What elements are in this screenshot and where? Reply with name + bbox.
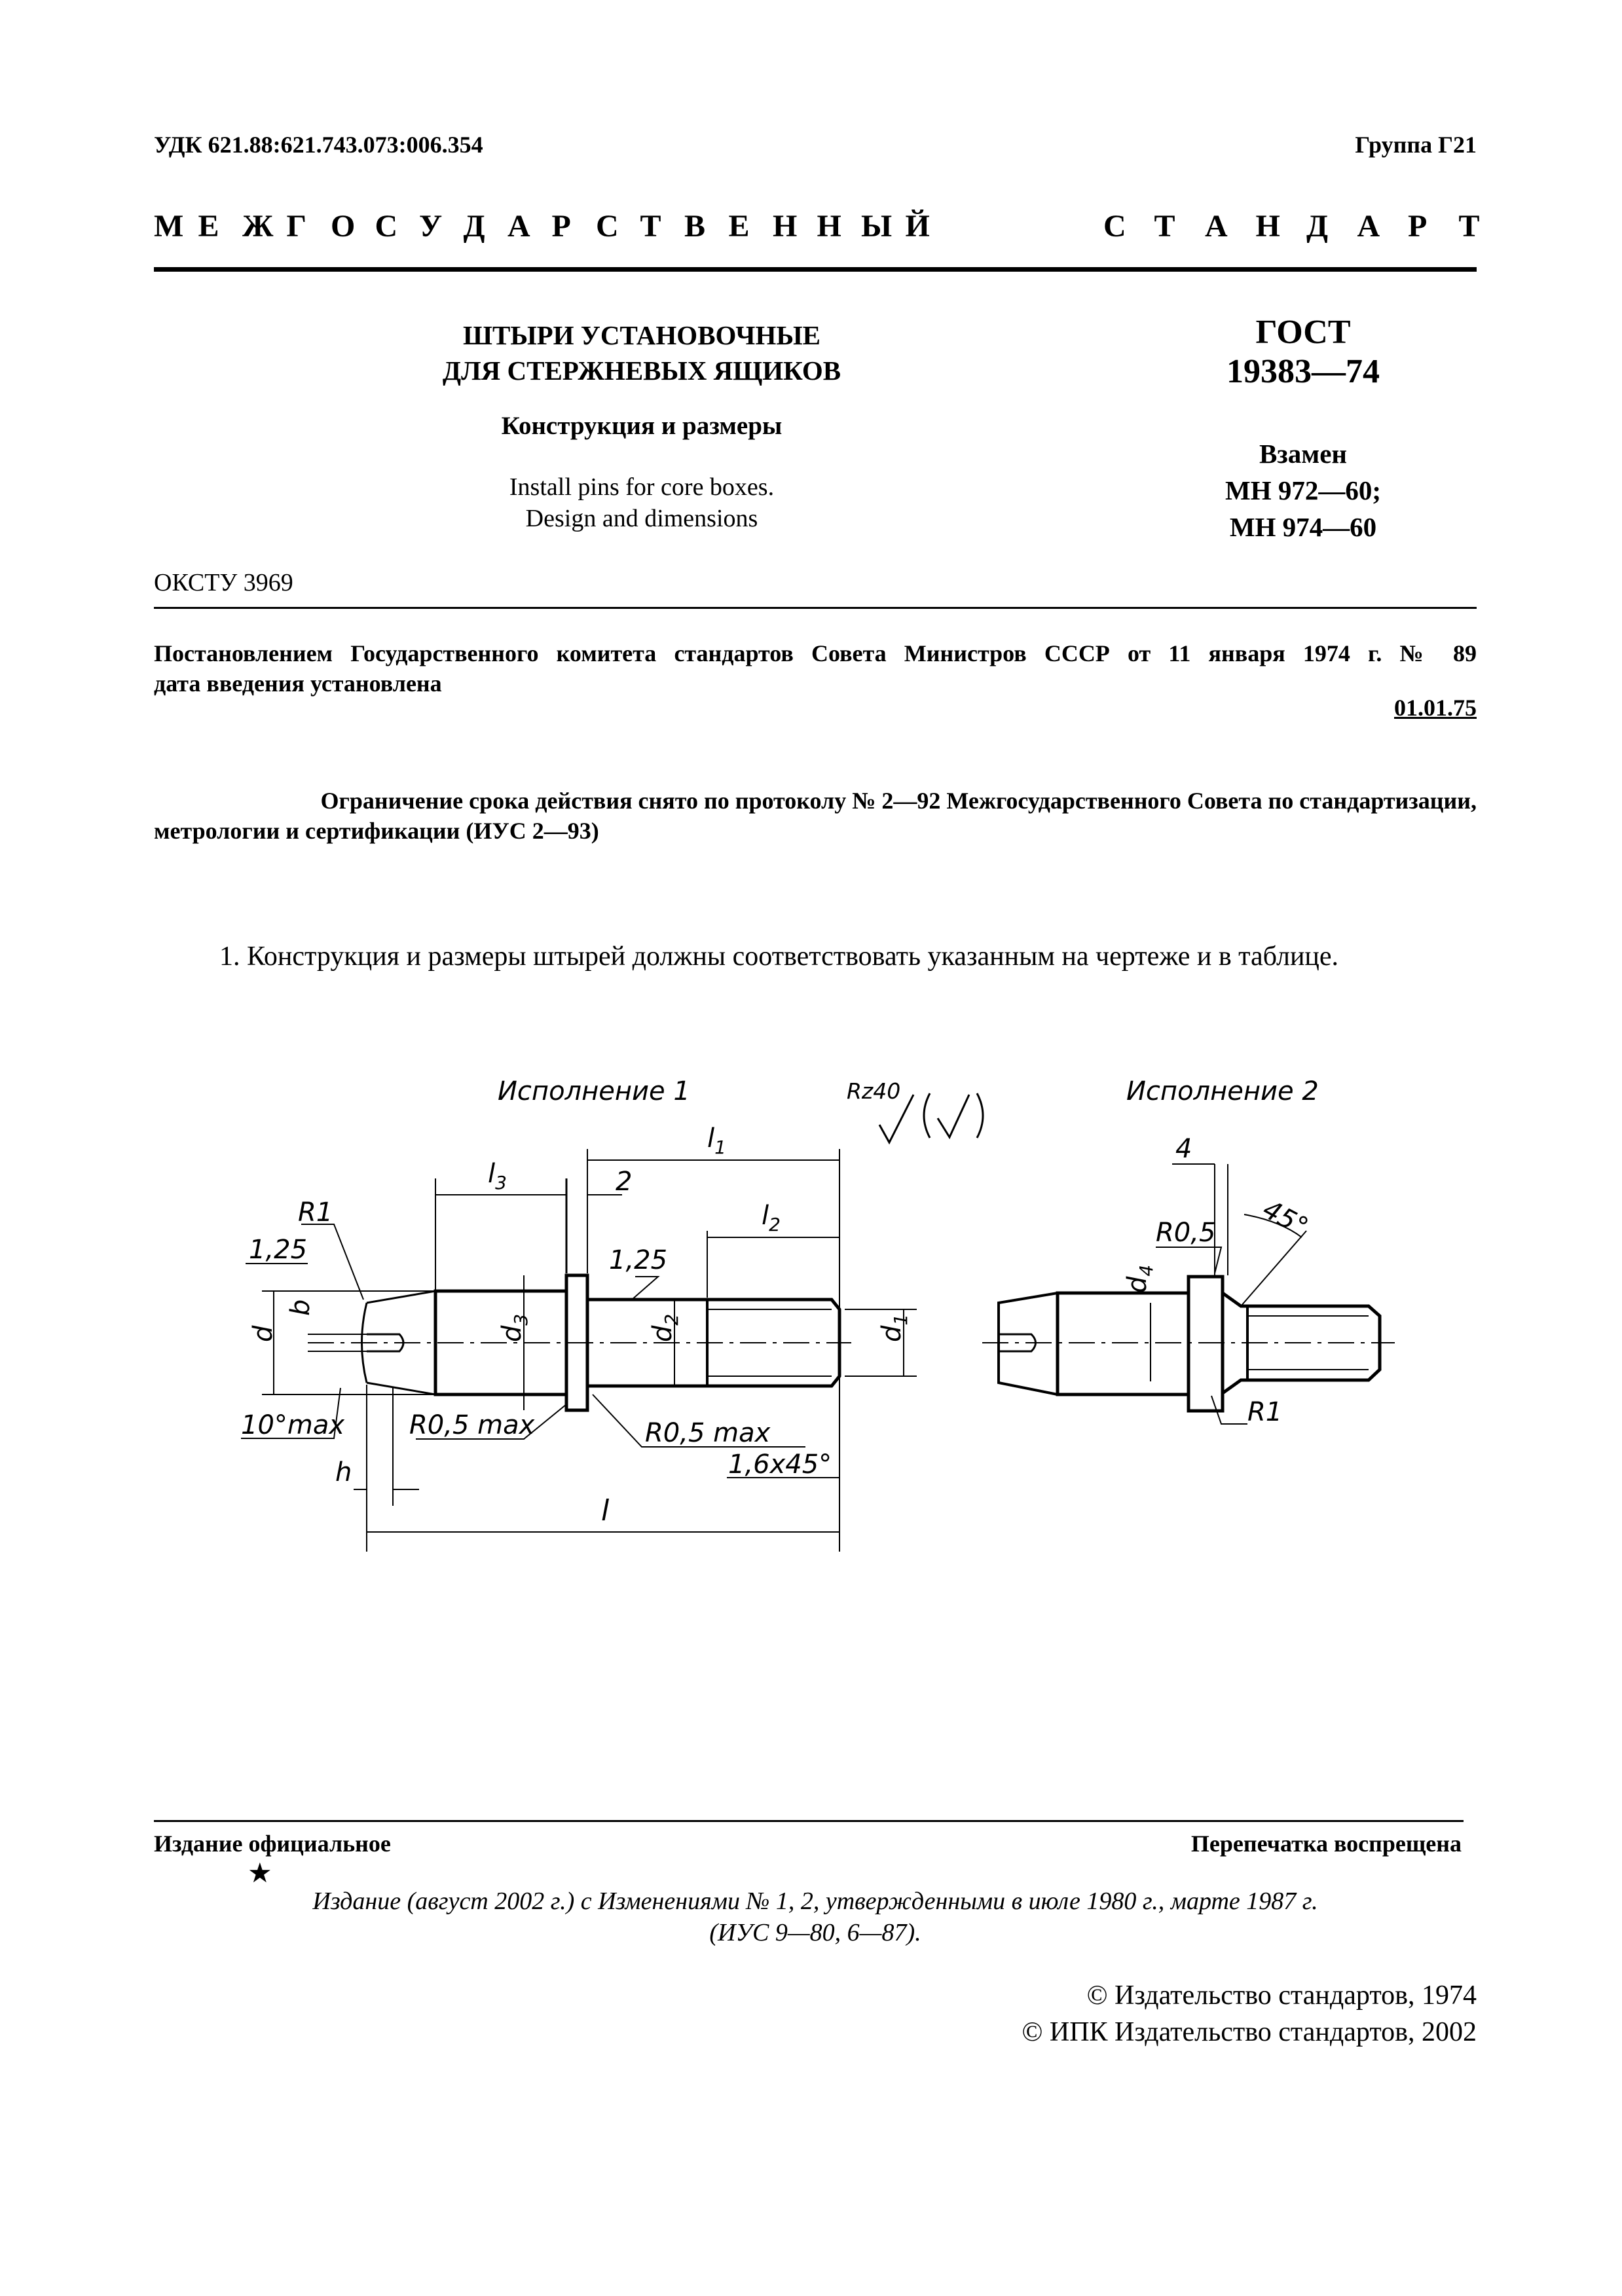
label-d: d xyxy=(248,1325,278,1342)
banner-letter: М xyxy=(154,209,184,244)
udk-code: УДК 621.88:621.743.073:006.354 xyxy=(154,132,483,158)
document-subtitle: Конструкция и размеры xyxy=(501,412,783,440)
leader-r1-b xyxy=(1211,1396,1247,1424)
official-edition: Издание официальное xyxy=(154,1831,391,1857)
limitation-line-2: метрологии и сертификации (ИУС 2—93) xyxy=(154,818,599,844)
banner-letter: А xyxy=(1357,209,1380,244)
banner-letter: Ж xyxy=(242,209,274,244)
banner-letter: Т xyxy=(1154,209,1175,244)
label-l2: $l_2$ xyxy=(762,1201,781,1235)
replaces-1: МН 972—60; xyxy=(1225,475,1381,505)
limitation-line-1: Ограничение срока действия снято по протоколу № 2—92 Межгосударственного Совета по стандартизации, xyxy=(320,788,1477,814)
roughness-brackets xyxy=(924,1093,983,1138)
banner-letter: Р xyxy=(551,209,571,244)
banner-letter: Е xyxy=(728,209,750,244)
label-125-b: 1,25 xyxy=(609,1245,668,1275)
banner-letter: А xyxy=(1205,209,1228,244)
banner-letter: С xyxy=(375,209,398,244)
banner-letter: Н xyxy=(817,209,841,244)
label-r1-b: R1 xyxy=(1247,1397,1283,1427)
roughness-check-2 xyxy=(938,1095,969,1137)
label-4: 4 xyxy=(1175,1134,1192,1164)
banner-letter: Е xyxy=(198,209,219,244)
replaces-label: Взамен xyxy=(1259,439,1348,469)
banner-letter: Ы xyxy=(861,209,893,244)
label-chamfer: 1,6x45° xyxy=(728,1449,832,1480)
decree-line-1: Постановлением Государственного комитета стандартов Совета Министров СССР от 11 января 1974 г. № 89 xyxy=(154,640,1477,666)
label-b: b xyxy=(286,1299,316,1316)
banner-letter: Д xyxy=(1306,209,1329,244)
banner-letter: Т xyxy=(640,209,661,244)
label-r05: R0,5 xyxy=(1156,1218,1216,1248)
banner-letter: Н xyxy=(1255,209,1280,244)
banner-letter: Н xyxy=(773,209,798,244)
pin2-head-end xyxy=(999,1293,1058,1394)
label-r05max-a: R0,5 max xyxy=(409,1410,535,1440)
banner-letter: У xyxy=(419,209,443,244)
label-d1: $d_1$ xyxy=(877,1313,912,1342)
footer-rule xyxy=(154,1820,1464,1822)
copyright-1: © Издательство стандартов, 1974 xyxy=(1086,1980,1477,2011)
gost-label: ГОСТ xyxy=(1255,314,1351,351)
banner-letter: В xyxy=(684,209,706,244)
decree-line-2: дата введения установлена xyxy=(154,670,442,697)
banner-letter: А xyxy=(507,209,530,244)
title-line-1: ШТЫРИ УСТАНОВОЧНЫЕ xyxy=(462,320,820,350)
pin2-head xyxy=(1058,1293,1189,1394)
label-l: l xyxy=(601,1494,610,1527)
clause-1: 1. Конструкция и размеры штырей должны соответствовать указанным на чертеже и в таблице. xyxy=(219,941,1339,972)
label-angle-10: 10°max xyxy=(241,1410,345,1440)
roughness-label: Rz40 xyxy=(847,1078,901,1104)
label-l1: $l_1$ xyxy=(707,1123,726,1158)
english-line-2: Design and dimensions xyxy=(525,505,758,532)
copyright-2: © ИПК Издательство стандартов, 2002 xyxy=(1022,2017,1477,2047)
label-d4: $d_4$ xyxy=(1122,1264,1157,1293)
variant-1-label: Исполнение 1 xyxy=(498,1076,690,1106)
label-2: 2 xyxy=(616,1167,633,1197)
okstu-code: ОКСТУ 3969 xyxy=(154,569,293,596)
label-125-a: 1,25 xyxy=(249,1235,308,1265)
label-l3: $l_3$ xyxy=(488,1159,507,1194)
banner-letter: Р xyxy=(1408,209,1428,244)
label-h: h xyxy=(335,1457,352,1487)
gost-number: 19383—74 xyxy=(1226,353,1380,390)
star-icon: ★ xyxy=(248,1859,272,1889)
label-r05max-b: R0,5 max xyxy=(645,1418,771,1448)
banner-letter: Г xyxy=(286,209,307,244)
banner-letter: С xyxy=(596,209,619,244)
banner-letter: С xyxy=(1103,209,1126,244)
label-d2: $d_2$ xyxy=(648,1313,682,1342)
banner-letter: Т xyxy=(1458,209,1480,244)
label-r1: R1 xyxy=(298,1197,333,1228)
edition-line-2: (ИУС 9—80, 6—87). xyxy=(709,1919,921,1946)
pin2-collar xyxy=(1189,1277,1223,1411)
introduction-date: 01.01.75 xyxy=(1394,695,1477,721)
title-line-2: ДЛЯ СТЕРЖНЕВЫХ ЯЩИКОВ xyxy=(442,355,841,386)
group-code: Группа Г21 xyxy=(1355,132,1477,158)
edition-line-1: Издание (август 2002 г.) с Изменениями № 1, 2, утвержденными в июле 1980 г., марте 1987 г. xyxy=(312,1887,1318,1915)
reprint-notice: Перепечатка воспрещена xyxy=(1190,1831,1462,1857)
banner-letter: Й xyxy=(905,209,930,244)
label-45: 45° xyxy=(1257,1194,1314,1243)
variant-2-label: Исполнение 2 xyxy=(1126,1076,1319,1106)
edition-note xyxy=(154,1886,1477,1948)
banner-letter: О xyxy=(331,209,356,244)
banner-letter: Д xyxy=(463,209,485,244)
english-line-1: Install pins for core boxes. xyxy=(509,473,775,501)
copyright-block xyxy=(1022,1977,1477,2050)
replaces-2: МН 974—60 xyxy=(1229,512,1377,542)
leader-r1 xyxy=(301,1224,363,1300)
label-d3: $d_3$ xyxy=(497,1313,532,1342)
